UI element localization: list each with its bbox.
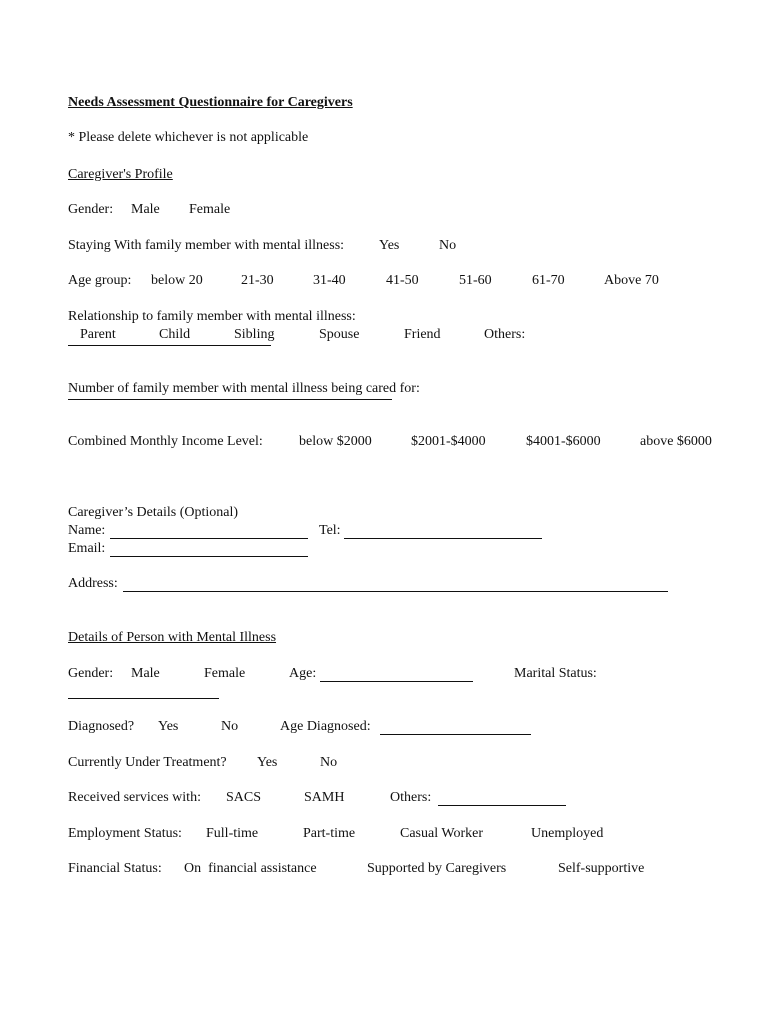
age-group-option[interactable]: 21-30 [241,273,274,288]
section-heading-caregiver-details: Caregiver’s Details (Optional) [68,505,239,520]
financial-option[interactable]: On financial assistance [184,861,317,876]
age-group-option[interactable]: 61-70 [532,273,565,288]
section-heading-patient-details: Details of Person with Mental Illness [68,630,277,645]
income-option[interactable]: above $6000 [640,434,712,449]
services-option-others[interactable]: Others: [390,790,432,805]
staying-with-option-yes[interactable]: Yes [379,238,400,253]
financial-label: Financial Status: [68,861,162,876]
services-others-input-line[interactable] [438,805,566,806]
number-cared-input-line[interactable] [68,399,392,400]
income-option[interactable]: $4001-$6000 [526,434,601,449]
patient-age-label: Age: [289,666,317,681]
income-option[interactable]: below $2000 [299,434,372,449]
relationship-option-others[interactable]: Others: [484,327,526,342]
staying-with-option-no[interactable]: No [439,238,457,253]
caregiver-gender-label: Gender: [68,202,114,217]
relationship-option-friend[interactable]: Friend [404,327,441,342]
services-label: Received services with: [68,790,201,805]
tel-label: Tel: [319,523,341,538]
patient-age-input-line[interactable] [320,681,473,682]
services-option-samh[interactable]: SAMH [304,790,345,805]
employment-option[interactable]: Unemployed [531,826,604,841]
marital-status-label: Marital Status: [514,666,597,681]
email-input-line[interactable] [110,556,308,557]
diagnosed-option-yes[interactable]: Yes [158,719,179,734]
page-title: Needs Assessment Questionnaire for Caregivers [68,95,353,110]
marital-status-input-line[interactable] [68,698,219,699]
tel-input-line[interactable] [344,538,542,539]
age-group-option[interactable]: 31-40 [313,273,346,288]
services-option-sacs[interactable]: SACS [226,790,262,805]
patient-gender-option-female[interactable]: Female [204,666,246,681]
financial-option[interactable]: Supported by Caregivers [367,861,507,876]
relationship-option-child[interactable]: Child [159,327,191,342]
diagnosed-label: Diagnosed? [68,719,135,734]
relationship-option-sibling[interactable]: Sibling [234,327,275,342]
relationship-option-parent[interactable]: Parent [80,327,116,342]
address-label: Address: [68,576,118,591]
income-label: Combined Monthly Income Level: [68,434,263,449]
name-label: Name: [68,523,106,538]
instruction-note: * Please delete whichever is not applicable [68,130,309,145]
staying-with-label: Staying With family member with mental illness: [68,238,345,253]
relationship-option-spouse[interactable]: Spouse [319,327,360,342]
name-input-line[interactable] [110,538,308,539]
age-group-option[interactable]: below 20 [151,273,203,288]
relationship-others-input-line[interactable] [68,345,271,346]
treatment-option-yes[interactable]: Yes [257,755,278,770]
employment-label: Employment Status: [68,826,182,841]
email-label: Email: [68,541,106,556]
number-cared-label: Number of family member with mental illness being cared for: [68,381,420,396]
section-heading-caregiver-profile: Caregiver's Profile [68,167,173,182]
relationship-label: Relationship to family member with mental illness: [68,309,356,324]
patient-gender-label: Gender: [68,666,114,681]
age-group-label: Age group: [68,273,132,288]
caregiver-gender-option-female[interactable]: Female [189,202,231,217]
address-input-line[interactable] [123,591,668,592]
age-group-option[interactable]: 51-60 [459,273,492,288]
treatment-option-no[interactable]: No [320,755,338,770]
employment-option[interactable]: Full-time [206,826,259,841]
age-diagnosed-label: Age Diagnosed: [280,719,371,734]
caregiver-gender-option-male[interactable]: Male [131,202,160,217]
diagnosed-option-no[interactable]: No [221,719,239,734]
patient-gender-option-male[interactable]: Male [131,666,160,681]
income-option[interactable]: $2001-$4000 [411,434,486,449]
age-group-option[interactable]: 41-50 [386,273,419,288]
financial-option[interactable]: Self-supportive [558,861,645,876]
treatment-label: Currently Under Treatment? [68,755,227,770]
age-diagnosed-input-line[interactable] [380,734,531,735]
age-group-option[interactable]: Above 70 [604,273,659,288]
employment-option[interactable]: Part-time [303,826,356,841]
employment-option[interactable]: Casual Worker [400,826,483,841]
